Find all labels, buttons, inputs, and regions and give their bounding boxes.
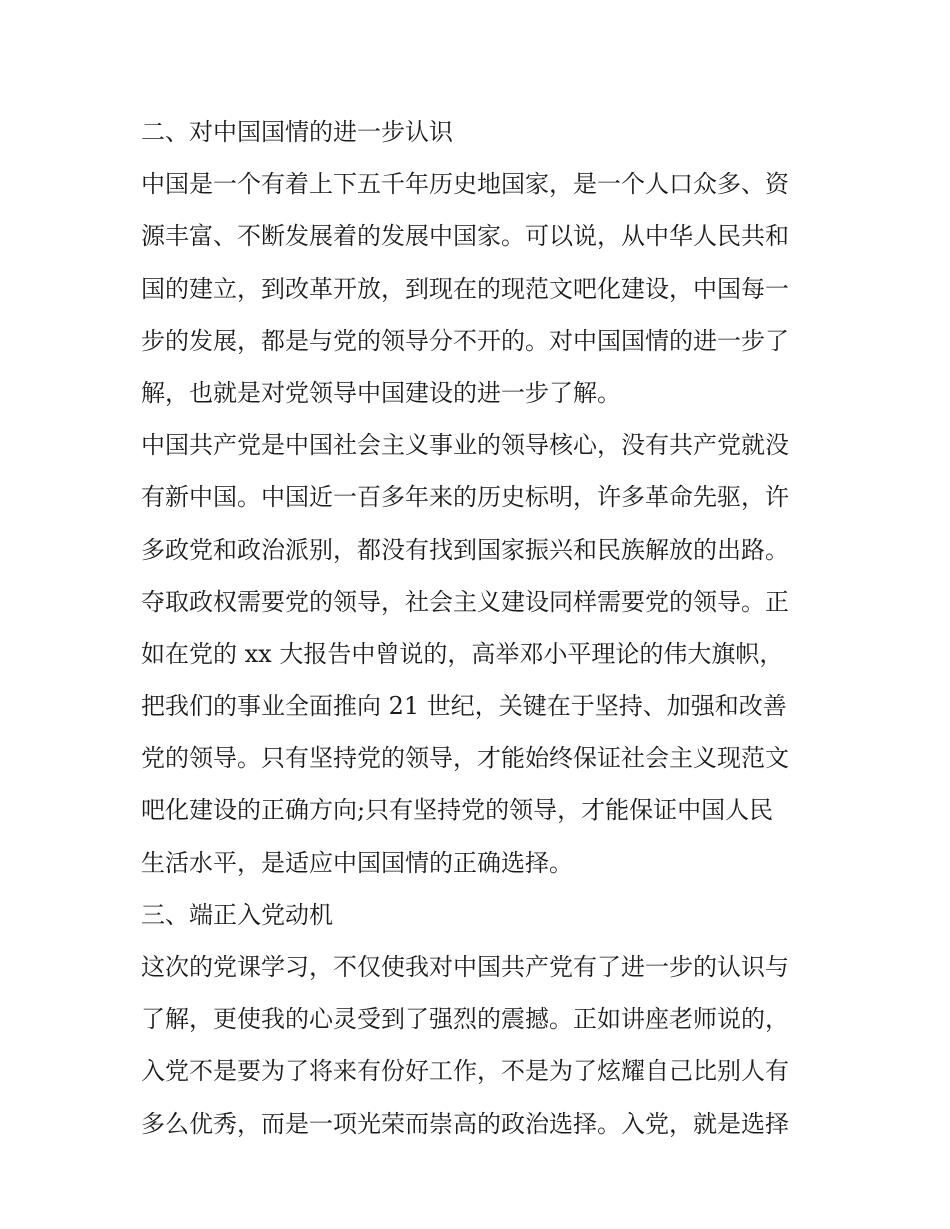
text-line: 生活水平，是适应中国国情的正确选择。 xyxy=(141,848,573,877)
text-line: 多政党和政治派别，都没有找到国家振兴和民族解放的出路。 xyxy=(141,535,789,564)
text-line: 源丰富、不断发展着的发展中国家。可以说，从中华人民共和 xyxy=(141,222,789,251)
text-line: 多么优秀，而是一项光荣而崇高的政治选择。入党，就是选择 xyxy=(141,1109,789,1138)
text-line: 入党不是要为了将来有份好工作，不是为了炫耀自己比别人有 xyxy=(141,1057,789,1086)
section-heading-3: 三、端正入党动机 xyxy=(141,900,333,929)
text-line: 吧化建设的正确方向;只有坚持党的领导，才能保证中国人民 xyxy=(141,796,774,825)
text-line: 国的建立，到改革开放，到现在的现范文吧化建设，中国每一 xyxy=(141,274,789,303)
text-line: 中国共产党是中国社会主义事业的领导核心，没有共产党就没 xyxy=(141,431,789,460)
text-line: 党的领导。只有坚持党的领导，才能始终保证社会主义现范文 xyxy=(141,744,789,773)
text-line: 了解，更使我的心灵受到了强烈的震撼。正如讲座老师说的， xyxy=(141,1005,789,1034)
text-line: 有新中国。中国近一百多年来的历史标明，许多革命先驱，许 xyxy=(141,483,789,512)
text-line: 中国是一个有着上下五千年历史地国家，是一个人口众多、资 xyxy=(141,170,789,199)
text-line: 夺取政权需要党的领导，社会主义建设同样需要党的领导。正 xyxy=(141,587,789,616)
text-line: 如在党的 xx 大报告中曾说的，高举邓小平理论的伟大旗帜， xyxy=(141,639,784,668)
text-line: 把我们的事业全面推向 21 世纪，关键在于坚持、加强和改善 xyxy=(141,692,787,721)
text-line: 这次的党课学习，不仅使我对中国共产党有了进一步的认识与 xyxy=(141,953,789,981)
text-line: 解，也就是对党领导中国建设的进一步了解。 xyxy=(141,378,621,407)
text-line: 步的发展，都是与党的领导分不开的。对中国国情的进一步了 xyxy=(141,326,789,355)
section-heading-2: 二、对中国国情的进一步认识 xyxy=(141,118,453,146)
document-body xyxy=(141,106,821,1150)
